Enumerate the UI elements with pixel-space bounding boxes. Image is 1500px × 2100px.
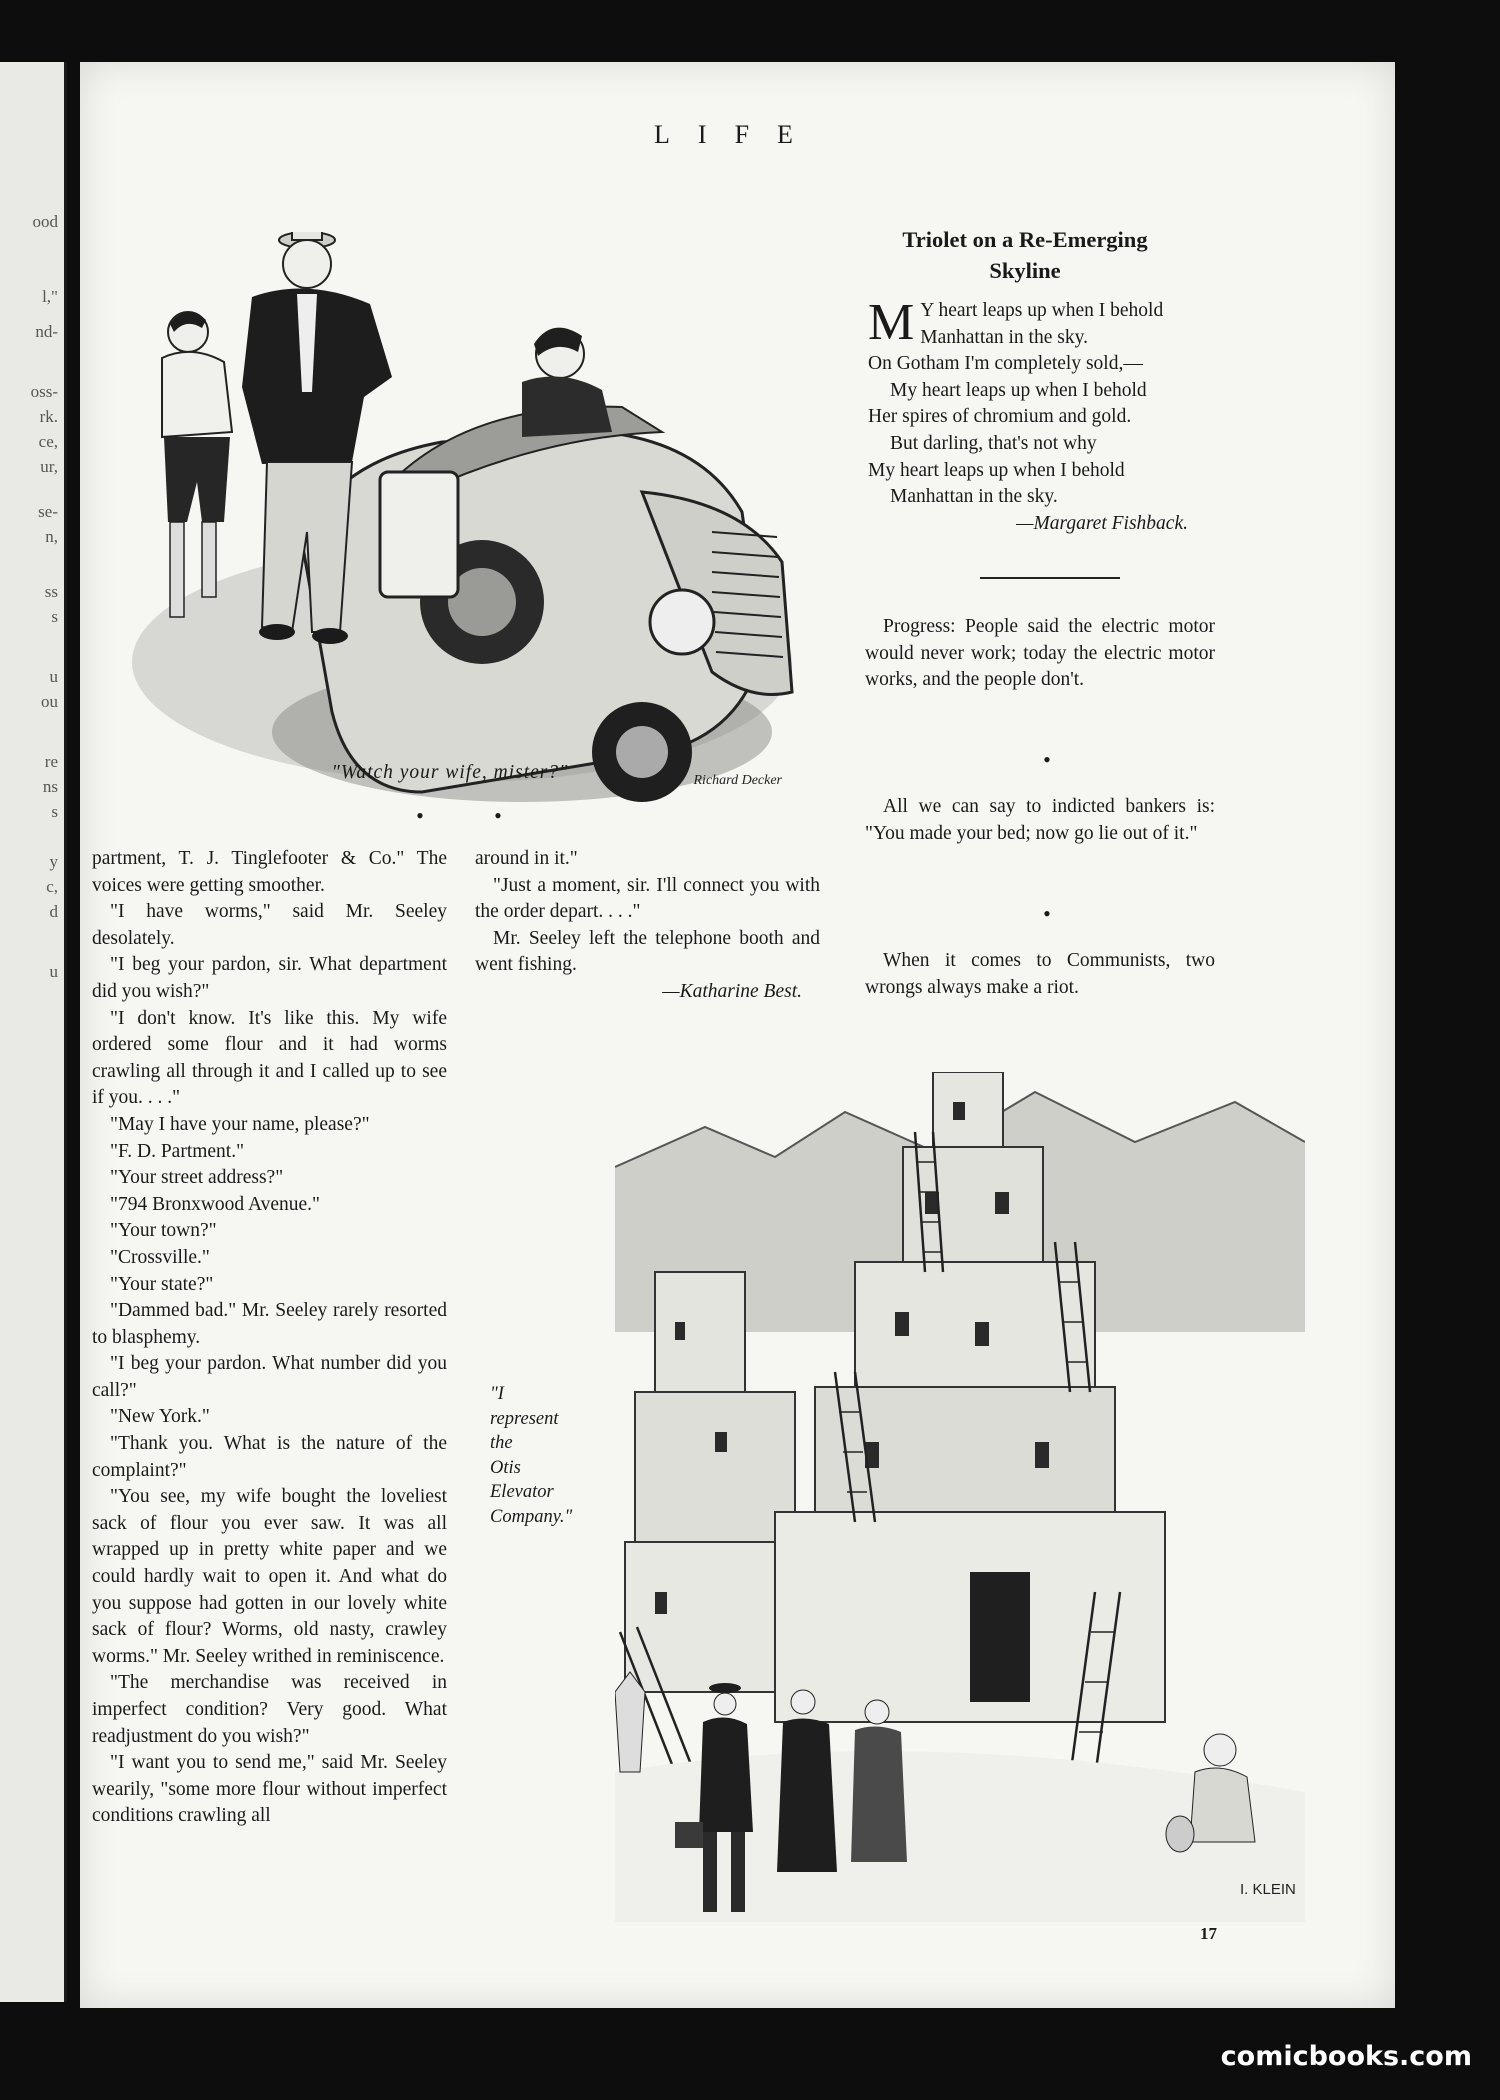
squib-text: All we can say to indicted bankers is: "You made your bed; now go lie out of it." [865, 796, 1215, 844]
car-cartoon-caption: "Watch your wife, mister?" [331, 762, 569, 783]
pueblo-cartoon-caption: "I represent the Otis Elevator Company." [490, 1384, 573, 1527]
facing-page-edge [0, 62, 67, 2002]
article-paragraph: "You see, my wife bought the loveliest sack of flour you ever saw. It was all wrapped up in pretty white paper and we could hardly wait to open it. And what do you suppose had gotten in our lovely white sack of flour? Worms, old nasty, crawley worms." Mr. Seeley writhed in reminiscence. [92, 1486, 447, 1667]
article-signature: —Katharine Best. [662, 980, 802, 1002]
magazine-page [80, 62, 1395, 2008]
separator-dot: • [416, 803, 424, 828]
separator-dot: • [494, 803, 502, 828]
facing-page-text-fragment: s [51, 607, 58, 626]
facing-page-text-fragment: oss- [30, 382, 58, 401]
squib-progress [865, 614, 1215, 694]
facing-page-text-fragment: u [49, 962, 58, 981]
article-paragraph: "Crossville." [110, 1246, 210, 1268]
squib-text: Progress: People said the electric motor would never work; today the electric motor works, and the people don't. [865, 616, 1215, 691]
article-paragraph: "The merchandise was received in imperfect condition? Very good. What readjustment do you wish?" [92, 1672, 447, 1747]
facing-page-text-fragment: l," [42, 287, 58, 306]
separator-dot: • [1043, 747, 1051, 772]
facing-page-text-fragment: s [51, 802, 58, 821]
article-paragraph: "F. D. Partment." [110, 1140, 245, 1162]
facing-page-text-fragment: rk. [39, 407, 58, 426]
facing-page-text-fragment: se- [38, 502, 58, 521]
article-paragraph: Mr. Seeley left the telephone booth and went fishing. [475, 927, 820, 976]
article-paragraph: "794 Bronxwood Avenue." [110, 1193, 320, 1215]
article-paragraph: "Thank you. What is the nature of the complaint?" [92, 1433, 447, 1481]
pueblo-cartoon-signature: I. KLEIN [1240, 1881, 1296, 1898]
squib-communists [865, 948, 1215, 1001]
poem-line: Her spires of chromium and gold. [868, 406, 1132, 428]
facing-page-text-fragment: d [49, 902, 58, 921]
poem-dropcap: M [868, 294, 915, 351]
car-cartoon-signature: Richard Decker [693, 773, 782, 788]
article-paragraph: around in it." [475, 848, 578, 869]
article-column-2 [475, 846, 820, 1006]
poem-line: Manhattan in the sky. [890, 486, 1058, 508]
facing-page-text-fragment: ce, [38, 432, 58, 451]
running-head: LIFE [654, 120, 821, 149]
article-paragraph: "May I have your name, please?" [110, 1113, 370, 1135]
poem-line: My heart leaps up when I behold [868, 459, 1125, 481]
article-paragraph: "Your state?" [110, 1273, 214, 1295]
section-rule [980, 577, 1120, 579]
facing-page-text-fragment: ur, [40, 457, 58, 476]
article-paragraph: "Dammed bad." Mr. Seeley rarely resorted to blasphemy. [92, 1300, 447, 1348]
car-cartoon-illustration [102, 232, 837, 827]
poem-title: Triolet on a Re-Emerging Skyline [902, 227, 1148, 283]
poem-line: Manhattan in the sky. [920, 326, 1088, 348]
pueblo-cartoon-illustration [615, 1072, 1305, 1922]
article-paragraph: "I beg your pardon. What number did you call?" [92, 1353, 447, 1401]
poem-signature: —Margaret Fishback. [1016, 512, 1188, 534]
poem-line: Y heart leaps up when I behold [920, 300, 1164, 321]
poem-body [868, 294, 1228, 537]
poem-line: My heart leaps up when I behold [890, 379, 1147, 401]
facing-page-text-fragment: re [44, 752, 58, 771]
squib-text: When it comes to Communists, two wrongs always make a riot. [865, 950, 1215, 998]
facing-page-text-fragment: ns [42, 777, 58, 796]
page-number: 17 [1200, 1924, 1217, 1943]
article-column-1 [92, 846, 447, 1830]
squib-bankers [865, 794, 1215, 847]
article-paragraph: "Your town?" [110, 1220, 217, 1242]
watermark: comicbooks.com [1220, 2041, 1472, 2072]
article-paragraph: "I beg your pardon, sir. What department did you wish?" [92, 954, 447, 1002]
article-paragraph: "I don't know. It's like this. My wife ordered some flour and it had worms crawling all through it and I called up to see if you. . . ." [92, 1007, 447, 1109]
facing-page-text-fragment: y [49, 852, 58, 871]
poem-line: On Gotham I'm completely sold,— [868, 353, 1143, 375]
poem-line: But darling, that's not why [890, 432, 1097, 454]
article-paragraph: partment, T. J. Tinglefooter & Co." The voices were getting smoother. [92, 848, 447, 896]
facing-page-text-fragment: nd- [35, 322, 58, 341]
article-paragraph: "Just a moment, sir. I'll connect you with the order depart. . . ." [475, 874, 820, 923]
facing-page-text-fragment: u [49, 667, 58, 686]
facing-page-text-fragment: n, [45, 527, 58, 546]
facing-page-text-fragment: ou [41, 692, 58, 711]
facing-page-text-fragment: ss [44, 582, 58, 601]
article-paragraph: "I have worms," said Mr. Seeley desolately. [92, 901, 447, 949]
article-paragraph: "I want you to send me," said Mr. Seeley wearily, "some more flour without imperfect conditions crawling all [92, 1752, 447, 1827]
article-paragraph: "New York." [110, 1406, 210, 1428]
separator-dot: • [1043, 901, 1051, 926]
facing-page-text-fragment: c, [46, 877, 58, 896]
facing-page-text-fragment: ood [32, 212, 58, 231]
article-paragraph: "Your street address?" [110, 1167, 284, 1189]
